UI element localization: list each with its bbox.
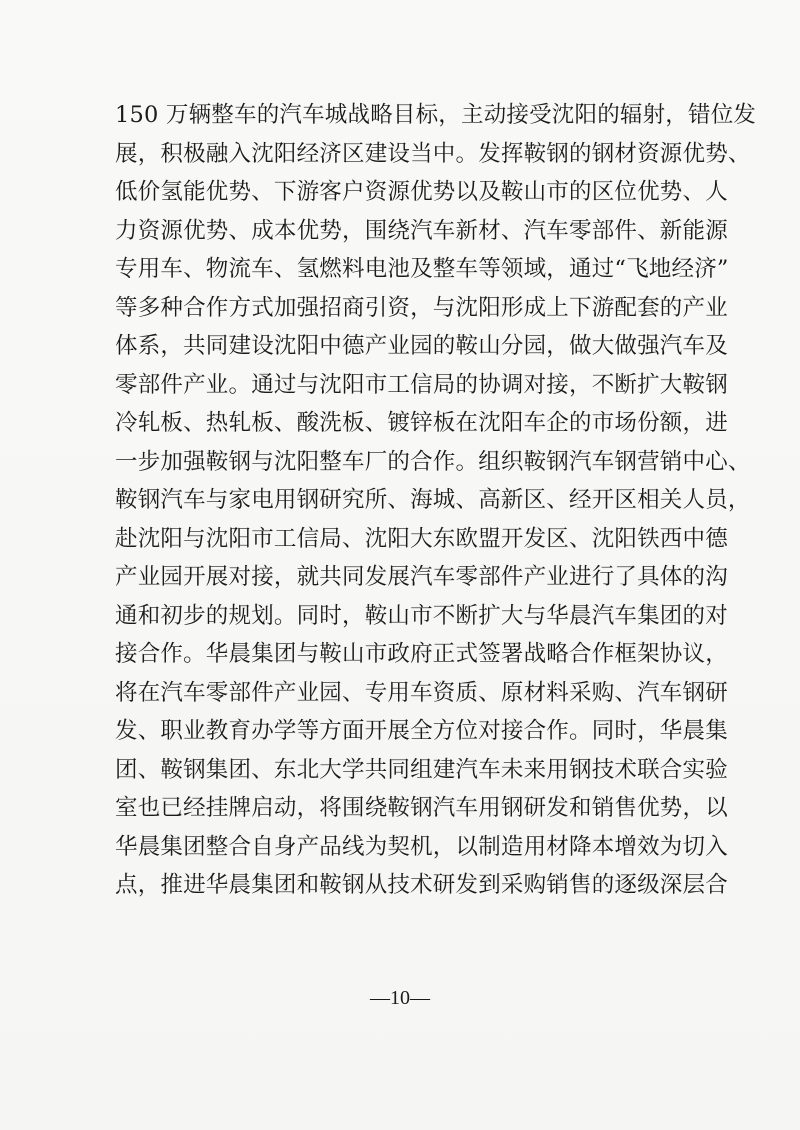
text-line: 鞍钢汽车与家电用钢研究所、海城、高新区、经开区相关人员，: [115, 487, 751, 513]
text-line: 华晨集团整合自身产品线为契机，以制造用材降本增效为切入: [115, 833, 728, 860]
text-line: 零部件产业。通过与沈阳市工信局的协调对接，不断扩大鞍钢: [115, 371, 728, 398]
text-line: 一步加强鞍钢与沈阳整车厂的合作。组织鞍钢汽车钢营销中心、: [115, 448, 751, 475]
text-line: 展，积极融入沈阳经济区建设当中。发挥鞍钢的钢材资源优势、: [115, 140, 751, 167]
text-line: 接合作。华晨集团与鞍山市政府正式签署战略合作框架协议，: [115, 641, 728, 667]
text-line: 产业园开展对接，就共同发展汽车零部件产业进行了具体的沟: [115, 564, 728, 590]
text-line: 通和初步的规划。同时，鞍山市不断扩大与华晨汽车集团的对: [115, 602, 728, 629]
text-line: 体系，共同建设沈阳中德产业园的鞍山分园，做大做强汽车及: [115, 333, 728, 359]
text-line: 低价氢能优势、下游客户资源优势以及鞍山市的区位优势、人: [115, 179, 728, 205]
text-line: 发、职业教育办学等方面开展全方位对接合作。同时，华晨集: [115, 718, 728, 744]
text-line: 点，推进华晨集团和鞍钢从技术研发到采购销售的逐级深层合: [115, 872, 728, 898]
text-line: 专用车、物流车、氢燃料电池及整车等领域，通过“飞地经济”: [115, 256, 729, 282]
text-line: 150 万辆整车的汽车城战略目标，主动接受沈阳的辐射，错位发: [115, 102, 757, 128]
text-line: 室也已经挂牌启动，将围绕鞍钢汽车用钢研发和销售优势，以: [115, 795, 728, 821]
text-line: 团、鞍钢集团、东北大学共同组建汽车未来用钢技术联合实验: [115, 756, 728, 783]
text-line: 冷轧板、热轧板、酸洗板、镀锌板在沈阳车企的市场份额，进: [115, 410, 728, 436]
text-line: 将在汽车零部件产业园、专用车资质、原材料采购、汽车钢研: [115, 679, 728, 706]
text-line: 赴沈阳与沈阳市工信局、沈阳大东欧盟开发区、沈阳铁西中德: [115, 525, 728, 552]
text-line: 等多种合作方式加强招商引资，与沈阳形成上下游配套的产业: [115, 294, 728, 321]
body-text: [115, 96, 757, 905]
text-line: 力资源优势、成本优势，围绕汽车新材、汽车零部件、新能源: [115, 217, 728, 244]
page-number: —10—: [370, 987, 430, 1009]
